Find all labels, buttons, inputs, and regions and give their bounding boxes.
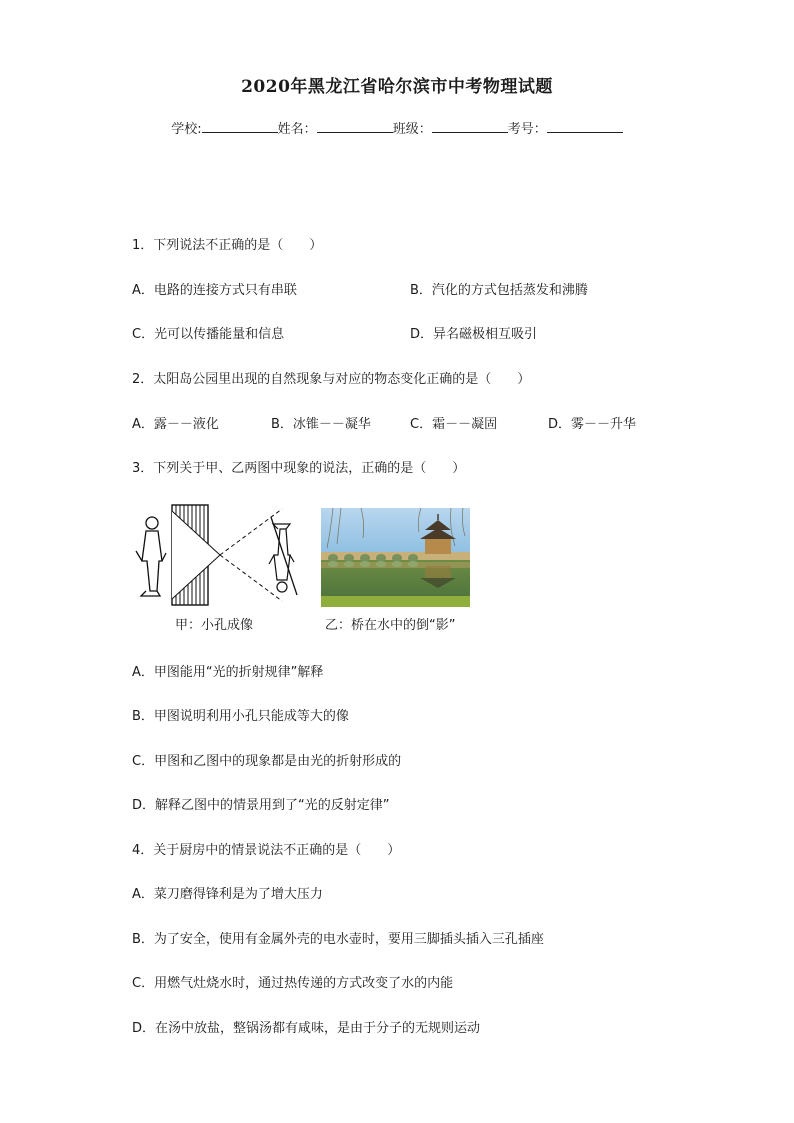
class-label: 班级： [392,122,432,137]
question-1-option-b[interactable]: B．汽化的方式包括蒸发和沸腾 [410,283,588,298]
exam-title: 2020年黑龙江省哈尔滨市中考物理试题 [241,77,553,97]
question-1-option-a[interactable]: A．电路的连接方式只有串联 [132,283,297,298]
student-info-row [0,118,794,137]
pinhole-imaging-figure [132,503,304,607]
question-3-option-c[interactable]: C．甲图和乙图中的现象都是由光的折射形成的 [132,754,402,769]
number-blank[interactable] [547,120,623,133]
question-3-option-a[interactable]: A．甲图能用“光的折射规律”解释 [132,665,324,680]
question-2-stem: 2．太阳岛公园里出现的自然现象与对应的物态变化正确的是（ ） [132,372,531,387]
question-4-option-d[interactable]: D．在汤中放盐，整锅汤都有咸味，是由于分子的无规则运动 [132,1021,481,1036]
question-4-option-b[interactable]: B．为了安全，使用有金属外壳的电水壶时，要用三脚插头插入三孔插座 [132,932,544,947]
question-4-option-a[interactable]: A．菜刀磨得锋利是为了增大压力 [132,887,323,902]
name-label: 姓名： [277,122,317,137]
number-label: 考号： [507,122,547,137]
question-4-option-c[interactable]: C．用燃气灶烧水时，通过热传递的方式改变了水的内能 [132,976,454,991]
school-label: 学校: [171,122,202,137]
question-2-option-a[interactable]: A．露－－液化 [132,417,219,432]
question-3-stem: 3．下列关于甲、乙两图中现象的说法，正确的是（ ） [132,461,466,476]
question-4-stem: 4．关于厨房中的情景说法不正确的是（ ） [132,843,401,858]
school-blank[interactable] [202,120,278,133]
question-2-option-d[interactable]: D．雾－－升华 [548,417,637,432]
question-1-stem: 1．下列说法不正确的是（ ） [132,238,323,253]
name-blank[interactable] [317,120,393,133]
question-1-option-d[interactable]: D．异名磁极相互吸引 [410,327,538,342]
figure-caption-yi: 乙：桥在水中的倒“影” [325,618,456,633]
question-1-option-c[interactable]: C．光可以传播能量和信息 [132,327,285,342]
class-blank[interactable] [432,120,508,133]
question-2-option-b[interactable]: B．冰锥－－凝华 [271,417,371,432]
bridge-reflection-photo [321,508,470,607]
question-3-option-d[interactable]: D．解释乙图中的情景用到了“光的反射定律” [132,798,390,813]
figure-caption-jia: 甲：小孔成像 [175,618,254,633]
question-2-option-c[interactable]: C．霜－－凝固 [410,417,498,432]
question-3-option-b[interactable]: B．甲图说明利用小孔只能成等大的像 [132,709,349,724]
